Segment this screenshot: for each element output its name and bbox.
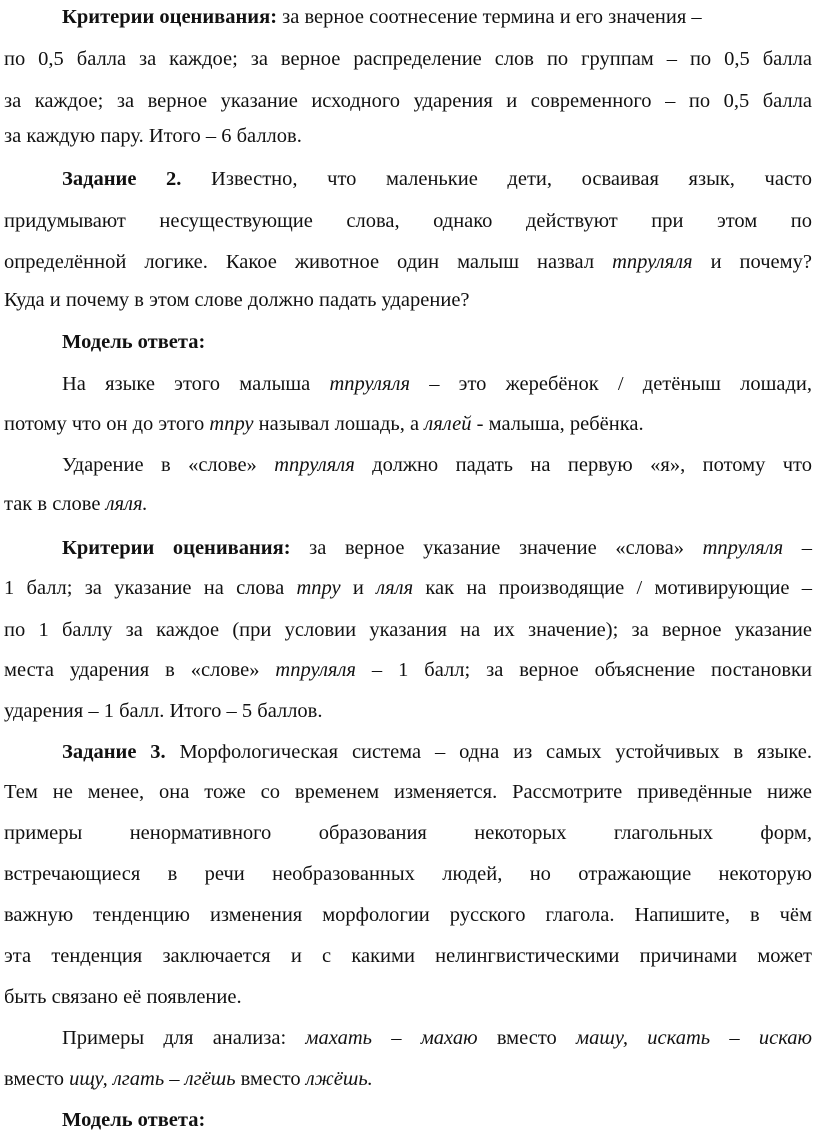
task-2-label: Задание 2. [62, 168, 182, 190]
task-3-line-2: Тем не менее, она тоже со временем изменяется. Рассмотрите приведённые ниже [4, 781, 812, 803]
task-3-line-1: Задание 3. Морфологическая система – одна из самых устойчивых в языке. [62, 741, 812, 763]
model-answer-2-heading: Модель ответа: [62, 331, 206, 353]
task-3-label: Задание 3. [62, 741, 166, 763]
model-answer-2-line-4: так в слове ляля. [4, 493, 148, 515]
criteria-1-label: Критерии оценивания: [62, 6, 278, 28]
criteria-2-line-4: места ударения в «слове» тпруляля – 1 балл; за верное объяснение постановки [4, 659, 812, 681]
task-2-line-1: Задание 2. Известно, что маленькие дети, осваивая язык, часто [62, 168, 812, 190]
examples-line-2: вместо ищу, лгать – лгёшь вместо лжёшь. [4, 1068, 373, 1090]
model-answer-2-line-2: потому что он до этого тпру называл лошадь, а лялей - малыша, ребёнка. [4, 413, 644, 435]
task-3-line-5: важную тенденцию изменения морфологии русского глагола. Напишите, в чём [4, 904, 812, 926]
criteria-2-line-5: ударения – 1 балл. Итого – 5 баллов. [4, 700, 323, 722]
task-2-line-2: придумывают несуществующие слова, однако действуют при этом по [4, 210, 812, 232]
criteria-1-line-2: по 0,5 балла за каждое; за верное распределение слов по группам – по 0,5 балла [4, 48, 812, 70]
task-2-line-3: определённой логике. Какое животное один малыш назвал тпруляля и почему? [4, 251, 812, 273]
task-2-line-4: Куда и почему в этом слове должно падать ударение? [4, 289, 470, 311]
criteria-1-line-1: Критерии оценивания: за верное соотнесение термина и его значения – [62, 6, 702, 28]
task-3-line-3: примеры ненормативного образования некоторых глагольных форм, [4, 822, 812, 844]
criteria-2-label: Критерии оценивания: [62, 537, 291, 559]
criteria-2-line-1: Критерии оценивания: за верное указание значение «слова» тпруляля – [62, 537, 812, 559]
model-answer-3-heading: Модель ответа: [62, 1109, 206, 1131]
task-3-line-4: встречающиеся в речи необразованных людей, но отражающие некоторую [4, 863, 812, 885]
examples-line-1: Примеры для анализа: махать – махаю вместо машу, искать – искаю [62, 1027, 812, 1049]
task-3-line-6: эта тенденция заключается и с какими нелингвистическими причинами может [4, 945, 812, 967]
model-answer-2-line-1: На языке этого малыша тпруляля – это жеребёнок / детёныш лошади, [62, 373, 812, 395]
criteria-1-line-4: за каждую пару. Итого – 6 баллов. [4, 125, 302, 147]
model-answer-2-line-3: Ударение в «слове» тпруляля должно падать на первую «я», потому что [62, 454, 812, 476]
task-3-line-7: быть связано её появление. [4, 986, 242, 1008]
term-tprulyalya: тпруляля [612, 251, 693, 273]
criteria-1-line-3: за каждое; за верное указание исходного ударения и современного – по 0,5 балла [4, 90, 812, 112]
criteria-2-line-3: по 1 баллу за каждое (при условии указания на их значение); за верное указание [4, 619, 812, 641]
criteria-2-line-2: 1 балл; за указание на слова тпру и ляля как на производящие / мотивирующие – [4, 577, 812, 599]
